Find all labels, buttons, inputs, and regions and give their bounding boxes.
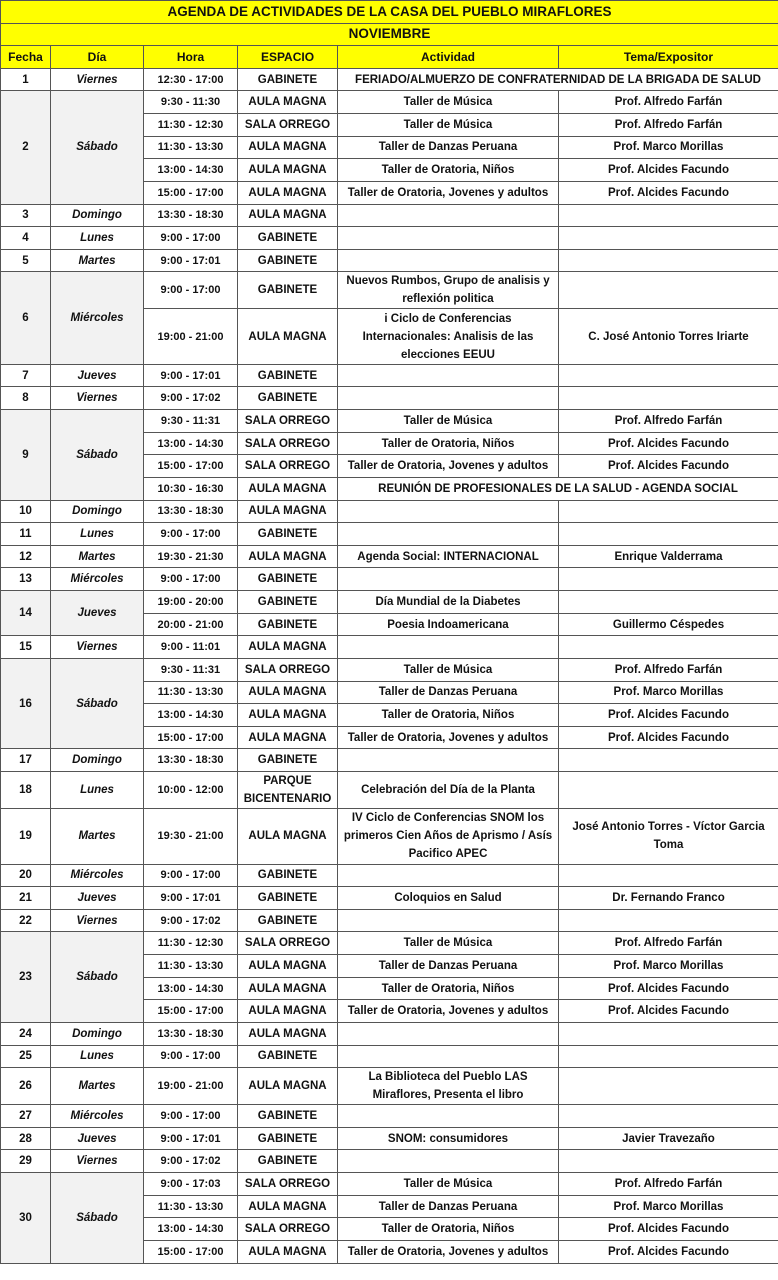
- cell-espacio: AULA MAGNA: [238, 545, 338, 568]
- cell-hora: 13:30 - 18:30: [144, 204, 238, 227]
- cell-hora: 15:00 - 17:00: [144, 726, 238, 749]
- cell-actividad: Taller de Música: [338, 1173, 559, 1196]
- cell-tema: Prof. Marco Morillas: [559, 1195, 778, 1218]
- cell-hora: 13:30 - 18:30: [144, 1022, 238, 1045]
- cell-fecha: 14: [1, 591, 51, 636]
- cell-actividad: Celebración del Día de la Planta: [338, 772, 559, 809]
- cell-espacio: GABINETE: [238, 887, 338, 910]
- cell-actividad: Taller de Oratoria, Niños: [338, 432, 559, 455]
- column-header-dia: Día: [51, 46, 144, 69]
- table-row: [1, 1150, 778, 1173]
- cell-tema: Enrique Valderrama: [559, 545, 778, 568]
- cell-hora: 9:00 - 17:03: [144, 1173, 238, 1196]
- cell-espacio: AULA MAGNA: [238, 955, 338, 978]
- cell-hora: 10:00 - 12:00: [144, 772, 238, 809]
- cell-tema: [559, 1022, 778, 1045]
- cell-actividad: Taller de Oratoria, Niños: [338, 1218, 559, 1241]
- cell-dia: Sábado: [51, 410, 144, 501]
- cell-actividad: [338, 568, 559, 591]
- cell-espacio: GABINETE: [238, 909, 338, 932]
- cell-hora: 19:00 - 21:00: [144, 309, 238, 364]
- cell-espacio: AULA MAGNA: [238, 477, 338, 500]
- table-row: [1, 68, 778, 91]
- table-row: [1, 387, 778, 410]
- cell-tema: [559, 772, 778, 809]
- cell-tema: [559, 1150, 778, 1173]
- cell-hora: 12:30 - 17:00: [144, 68, 238, 91]
- cell-actividad: Agenda Social: INTERNACIONAL: [338, 545, 559, 568]
- cell-tema: Prof. Alcides Facundo: [559, 159, 778, 182]
- cell-espacio: SALA ORREGO: [238, 658, 338, 681]
- cell-dia: Jueves: [51, 1127, 144, 1150]
- cell-fecha: 1: [1, 68, 51, 91]
- table-row: [1, 91, 778, 114]
- cell-tema: Prof. Alcides Facundo: [559, 977, 778, 1000]
- cell-espacio: AULA MAGNA: [238, 309, 338, 364]
- cell-espacio: AULA MAGNA: [238, 1195, 338, 1218]
- cell-hora: 9:00 - 17:02: [144, 1150, 238, 1173]
- cell-espacio: AULA MAGNA: [238, 159, 338, 182]
- cell-tema: [559, 636, 778, 659]
- cell-actividad: La Biblioteca del Pueblo LAS Miraflores, Presenta el libro: [338, 1068, 559, 1105]
- cell-espacio: GABINETE: [238, 749, 338, 772]
- cell-fecha: 9: [1, 410, 51, 501]
- cell-fecha: 18: [1, 772, 51, 809]
- cell-hora: 11:30 - 13:30: [144, 681, 238, 704]
- cell-hora: 15:00 - 17:00: [144, 1240, 238, 1263]
- cell-hora: 13:00 - 14:30: [144, 159, 238, 182]
- column-header-tema: Tema/Expositor: [559, 46, 778, 69]
- cell-actividad: Taller de Oratoria, Jovenes y adultos: [338, 181, 559, 204]
- cell-espacio: SALA ORREGO: [238, 455, 338, 478]
- cell-hora: 13:00 - 14:30: [144, 704, 238, 727]
- cell-tema: Javier Travezaño: [559, 1127, 778, 1150]
- table-row: [1, 909, 778, 932]
- cell-espacio: AULA MAGNA: [238, 181, 338, 204]
- cell-actividad: FERIADO/ALMUERZO DE CONFRATERNIDAD DE LA BRIGADA DE SALUD: [338, 68, 778, 91]
- cell-actividad: Taller de Danzas Peruana: [338, 1195, 559, 1218]
- table-row: [1, 227, 778, 250]
- cell-fecha: 7: [1, 364, 51, 387]
- cell-hora: 9:00 - 17:02: [144, 387, 238, 410]
- cell-espacio: GABINETE: [238, 364, 338, 387]
- cell-tema: [559, 249, 778, 272]
- cell-tema: Dr. Fernando Franco: [559, 887, 778, 910]
- cell-actividad: [338, 1105, 559, 1128]
- column-header-hora: Hora: [144, 46, 238, 69]
- cell-fecha: 6: [1, 272, 51, 364]
- cell-fecha: 4: [1, 227, 51, 250]
- cell-espacio: SALA ORREGO: [238, 1173, 338, 1196]
- cell-espacio: AULA MAGNA: [238, 500, 338, 523]
- cell-hora: 9:00 - 17:00: [144, 227, 238, 250]
- cell-dia: Jueves: [51, 364, 144, 387]
- cell-espacio: GABINETE: [238, 568, 338, 591]
- cell-actividad: [338, 523, 559, 546]
- cell-dia: Viernes: [51, 68, 144, 91]
- cell-hora: 11:30 - 13:30: [144, 1195, 238, 1218]
- cell-fecha: 10: [1, 500, 51, 523]
- cell-actividad: Taller de Danzas Peruana: [338, 136, 559, 159]
- cell-tema: [559, 749, 778, 772]
- cell-tema: Prof. Alfredo Farfán: [559, 91, 778, 114]
- cell-actividad: Taller de Oratoria, Jovenes y adultos: [338, 455, 559, 478]
- cell-hora: 15:00 - 17:00: [144, 455, 238, 478]
- cell-espacio: SALA ORREGO: [238, 432, 338, 455]
- cell-hora: 11:30 - 12:30: [144, 932, 238, 955]
- cell-actividad: Poesia Indoamericana: [338, 613, 559, 636]
- cell-dia: Miércoles: [51, 272, 144, 364]
- cell-tema: [559, 523, 778, 546]
- cell-tema: Prof. Alcides Facundo: [559, 1240, 778, 1263]
- cell-actividad: [338, 387, 559, 410]
- cell-tema: [559, 364, 778, 387]
- cell-dia: Lunes: [51, 523, 144, 546]
- cell-tema: [559, 227, 778, 250]
- cell-tema: Prof. Alfredo Farfán: [559, 410, 778, 433]
- cell-espacio: GABINETE: [238, 591, 338, 614]
- cell-espacio: AULA MAGNA: [238, 681, 338, 704]
- table-row: [1, 591, 778, 614]
- cell-hora: 15:00 - 17:00: [144, 181, 238, 204]
- cell-dia: Domingo: [51, 500, 144, 523]
- cell-fecha: 17: [1, 749, 51, 772]
- cell-espacio: AULA MAGNA: [238, 1068, 338, 1105]
- cell-hora: 13:30 - 18:30: [144, 749, 238, 772]
- cell-dia: Jueves: [51, 591, 144, 636]
- table-row: [1, 932, 778, 955]
- cell-hora: 9:00 - 17:02: [144, 909, 238, 932]
- cell-hora: 9:00 - 17:00: [144, 1105, 238, 1128]
- cell-tema: [559, 387, 778, 410]
- cell-fecha: 22: [1, 909, 51, 932]
- cell-actividad: [338, 636, 559, 659]
- cell-fecha: 8: [1, 387, 51, 410]
- cell-dia: Martes: [51, 1068, 144, 1105]
- cell-actividad: [338, 1150, 559, 1173]
- cell-dia: Sábado: [51, 658, 144, 749]
- cell-espacio: GABINETE: [238, 523, 338, 546]
- cell-tema: [559, 591, 778, 614]
- table-row: [1, 1173, 778, 1196]
- cell-espacio: AULA MAGNA: [238, 1240, 338, 1263]
- cell-espacio: AULA MAGNA: [238, 977, 338, 1000]
- column-header-fecha: Fecha: [1, 46, 51, 69]
- cell-dia: Martes: [51, 545, 144, 568]
- table-row: [1, 658, 778, 681]
- cell-espacio: AULA MAGNA: [238, 726, 338, 749]
- cell-tema: Prof. Alcides Facundo: [559, 1218, 778, 1241]
- cell-espacio: SALA ORREGO: [238, 932, 338, 955]
- cell-fecha: 28: [1, 1127, 51, 1150]
- cell-actividad: [338, 364, 559, 387]
- cell-actividad: [338, 864, 559, 887]
- table-row: [1, 568, 778, 591]
- column-header-espacio: ESPACIO: [238, 46, 338, 69]
- cell-espacio: AULA MAGNA: [238, 91, 338, 114]
- cell-actividad: Nuevos Rumbos, Grupo de analisis y reflexión politica: [338, 272, 559, 309]
- cell-tema: [559, 1105, 778, 1128]
- cell-actividad: Taller de Danzas Peruana: [338, 681, 559, 704]
- cell-actividad: Taller de Oratoria, Jovenes y adultos: [338, 726, 559, 749]
- cell-dia: Domingo: [51, 749, 144, 772]
- cell-hora: 9:00 - 17:01: [144, 249, 238, 272]
- cell-hora: 9:30 - 11:31: [144, 410, 238, 433]
- cell-actividad: [338, 1045, 559, 1068]
- cell-dia: Martes: [51, 809, 144, 864]
- cell-dia: Miércoles: [51, 864, 144, 887]
- cell-hora: 13:00 - 14:30: [144, 432, 238, 455]
- table-row: [1, 410, 778, 433]
- cell-actividad: [338, 500, 559, 523]
- cell-hora: 13:30 - 18:30: [144, 500, 238, 523]
- cell-fecha: 24: [1, 1022, 51, 1045]
- cell-fecha: 16: [1, 658, 51, 749]
- cell-tema: José Antonio Torres - Víctor Garcia Toma: [559, 809, 778, 864]
- cell-tema: [559, 204, 778, 227]
- cell-actividad: [338, 204, 559, 227]
- cell-dia: Viernes: [51, 636, 144, 659]
- cell-tema: Prof. Alcides Facundo: [559, 181, 778, 204]
- cell-espacio: GABINETE: [238, 613, 338, 636]
- cell-actividad: Coloquios en Salud: [338, 887, 559, 910]
- cell-actividad: REUNIÓN DE PROFESIONALES DE LA SALUD - AGENDA SOCIAL: [338, 477, 778, 500]
- cell-actividad: Taller de Oratoria, Niños: [338, 977, 559, 1000]
- cell-fecha: 12: [1, 545, 51, 568]
- cell-tema: Prof. Alcides Facundo: [559, 704, 778, 727]
- cell-actividad: Taller de Música: [338, 91, 559, 114]
- table-row: [1, 749, 778, 772]
- cell-espacio: GABINETE: [238, 227, 338, 250]
- table-row: [1, 772, 778, 809]
- cell-espacio: SALA ORREGO: [238, 410, 338, 433]
- column-header-row: [1, 46, 778, 69]
- cell-dia: Viernes: [51, 1150, 144, 1173]
- cell-hora: 13:00 - 14:30: [144, 977, 238, 1000]
- cell-fecha: 27: [1, 1105, 51, 1128]
- cell-tema: C. José Antonio Torres Iriarte: [559, 309, 778, 364]
- cell-dia: Lunes: [51, 772, 144, 809]
- cell-espacio: GABINETE: [238, 272, 338, 309]
- cell-dia: Lunes: [51, 1045, 144, 1068]
- cell-actividad: IV Ciclo de Conferencias SNOM los primeros Cien Años de Aprismo / Asís Pacifico APEC: [338, 809, 559, 864]
- cell-tema: [559, 272, 778, 309]
- table-row: [1, 887, 778, 910]
- cell-actividad: [338, 249, 559, 272]
- cell-tema: Guillermo Céspedes: [559, 613, 778, 636]
- cell-espacio: AULA MAGNA: [238, 204, 338, 227]
- cell-hora: 9:00 - 17:01: [144, 1127, 238, 1150]
- cell-espacio: GABINETE: [238, 387, 338, 410]
- cell-tema: [559, 568, 778, 591]
- cell-hora: 9:30 - 11:31: [144, 658, 238, 681]
- cell-tema: Prof. Alfredo Farfán: [559, 1173, 778, 1196]
- cell-tema: [559, 500, 778, 523]
- cell-espacio: AULA MAGNA: [238, 809, 338, 864]
- cell-tema: Prof. Alcides Facundo: [559, 455, 778, 478]
- cell-tema: [559, 864, 778, 887]
- cell-fecha: 25: [1, 1045, 51, 1068]
- cell-dia: Sábado: [51, 932, 144, 1023]
- table-row: [1, 249, 778, 272]
- cell-espacio: AULA MAGNA: [238, 636, 338, 659]
- cell-actividad: [338, 749, 559, 772]
- month-header: NOVIEMBRE: [1, 23, 778, 46]
- table-row: [1, 272, 778, 309]
- cell-hora: 20:00 - 21:00: [144, 613, 238, 636]
- cell-espacio: GABINETE: [238, 864, 338, 887]
- cell-espacio: GABINETE: [238, 1127, 338, 1150]
- table-row: [1, 523, 778, 546]
- cell-hora: 9:00 - 17:00: [144, 568, 238, 591]
- cell-actividad: Taller de Música: [338, 932, 559, 955]
- cell-actividad: [338, 909, 559, 932]
- cell-tema: Prof. Marco Morillas: [559, 136, 778, 159]
- cell-hora: 9:00 - 17:00: [144, 1045, 238, 1068]
- column-header-actividad: Actividad: [338, 46, 559, 69]
- cell-actividad: Taller de Música: [338, 114, 559, 137]
- cell-espacio: GABINETE: [238, 1105, 338, 1128]
- cell-tema: Prof. Marco Morillas: [559, 955, 778, 978]
- cell-espacio: AULA MAGNA: [238, 136, 338, 159]
- cell-dia: Sábado: [51, 91, 144, 204]
- cell-fecha: 30: [1, 1173, 51, 1264]
- cell-actividad: Taller de Música: [338, 658, 559, 681]
- cell-fecha: 5: [1, 249, 51, 272]
- cell-hora: 9:00 - 11:01: [144, 636, 238, 659]
- cell-fecha: 23: [1, 932, 51, 1023]
- table-row: [1, 636, 778, 659]
- cell-actividad: Taller de Música: [338, 410, 559, 433]
- cell-espacio: AULA MAGNA: [238, 1000, 338, 1023]
- table-row: [1, 204, 778, 227]
- cell-dia: Lunes: [51, 227, 144, 250]
- cell-hora: 11:30 - 13:30: [144, 955, 238, 978]
- cell-hora: 9:00 - 17:01: [144, 364, 238, 387]
- cell-fecha: 2: [1, 91, 51, 204]
- cell-fecha: 29: [1, 1150, 51, 1173]
- cell-actividad: Taller de Oratoria, Jovenes y adultos: [338, 1000, 559, 1023]
- cell-actividad: [338, 1022, 559, 1045]
- cell-dia: Viernes: [51, 909, 144, 932]
- cell-hora: 9:00 - 17:00: [144, 523, 238, 546]
- cell-espacio: GABINETE: [238, 1150, 338, 1173]
- table-row: [1, 864, 778, 887]
- cell-espacio: AULA MAGNA: [238, 1022, 338, 1045]
- cell-dia: Sábado: [51, 1173, 144, 1264]
- cell-tema: Prof. Alfredo Farfán: [559, 114, 778, 137]
- table-row: [1, 1068, 778, 1105]
- cell-hora: 19:00 - 20:00: [144, 591, 238, 614]
- cell-dia: Miércoles: [51, 568, 144, 591]
- cell-hora: 19:30 - 21:00: [144, 809, 238, 864]
- cell-espacio: SALA ORREGO: [238, 1218, 338, 1241]
- cell-fecha: 19: [1, 809, 51, 864]
- cell-hora: 19:30 - 21:30: [144, 545, 238, 568]
- cell-fecha: 26: [1, 1068, 51, 1105]
- cell-fecha: 20: [1, 864, 51, 887]
- cell-actividad: Taller de Oratoria, Jovenes y adultos: [338, 1240, 559, 1263]
- cell-fecha: 13: [1, 568, 51, 591]
- table-row: [1, 545, 778, 568]
- cell-dia: Viernes: [51, 387, 144, 410]
- cell-tema: Prof. Alcides Facundo: [559, 1000, 778, 1023]
- cell-fecha: 11: [1, 523, 51, 546]
- cell-dia: Martes: [51, 249, 144, 272]
- cell-actividad: SNOM: consumidores: [338, 1127, 559, 1150]
- table-row: [1, 1127, 778, 1150]
- cell-actividad: Taller de Oratoria, Niños: [338, 159, 559, 182]
- cell-fecha: 15: [1, 636, 51, 659]
- cell-tema: Prof. Alcides Facundo: [559, 726, 778, 749]
- cell-espacio: PARQUE BICENTENARIO: [238, 772, 338, 809]
- cell-dia: Jueves: [51, 887, 144, 910]
- cell-tema: [559, 909, 778, 932]
- cell-hora: 9:00 - 17:00: [144, 864, 238, 887]
- cell-hora: 10:30 - 16:30: [144, 477, 238, 500]
- cell-hora: 19:00 - 21:00: [144, 1068, 238, 1105]
- cell-espacio: GABINETE: [238, 249, 338, 272]
- cell-tema: [559, 1068, 778, 1105]
- cell-actividad: Taller de Oratoria, Niños: [338, 704, 559, 727]
- cell-tema: Prof. Alcides Facundo: [559, 432, 778, 455]
- cell-espacio: SALA ORREGO: [238, 114, 338, 137]
- cell-hora: 15:00 - 17:00: [144, 1000, 238, 1023]
- table-row: [1, 500, 778, 523]
- cell-dia: Domingo: [51, 204, 144, 227]
- agenda-title: AGENDA DE ACTIVIDADES DE LA CASA DEL PUEBLO MIRAFLORES: [1, 1, 778, 24]
- cell-tema: Prof. Alfredo Farfán: [559, 932, 778, 955]
- cell-fecha: 21: [1, 887, 51, 910]
- cell-hora: 9:30 - 11:30: [144, 91, 238, 114]
- cell-dia: Miércoles: [51, 1105, 144, 1128]
- cell-hora: 13:00 - 14:30: [144, 1218, 238, 1241]
- table-row: [1, 364, 778, 387]
- cell-espacio: AULA MAGNA: [238, 704, 338, 727]
- table-row: [1, 1105, 778, 1128]
- cell-hora: 9:00 - 17:00: [144, 272, 238, 309]
- cell-actividad: i Ciclo de Conferencias Internacionales: Analisis de las elecciones EEUU: [338, 309, 559, 364]
- cell-tema: Prof. Alfredo Farfán: [559, 658, 778, 681]
- cell-tema: [559, 1045, 778, 1068]
- cell-espacio: GABINETE: [238, 68, 338, 91]
- cell-actividad: [338, 227, 559, 250]
- cell-actividad: Día Mundial de la Diabetes: [338, 591, 559, 614]
- table-row: [1, 1022, 778, 1045]
- cell-hora: 11:30 - 13:30: [144, 136, 238, 159]
- cell-fecha: 3: [1, 204, 51, 227]
- table-row: [1, 1045, 778, 1068]
- cell-hora: 9:00 - 17:01: [144, 887, 238, 910]
- table-row: [1, 809, 778, 864]
- cell-tema: Prof. Marco Morillas: [559, 681, 778, 704]
- cell-actividad: Taller de Danzas Peruana: [338, 955, 559, 978]
- cell-hora: 11:30 - 12:30: [144, 114, 238, 137]
- cell-dia: Domingo: [51, 1022, 144, 1045]
- cell-espacio: GABINETE: [238, 1045, 338, 1068]
